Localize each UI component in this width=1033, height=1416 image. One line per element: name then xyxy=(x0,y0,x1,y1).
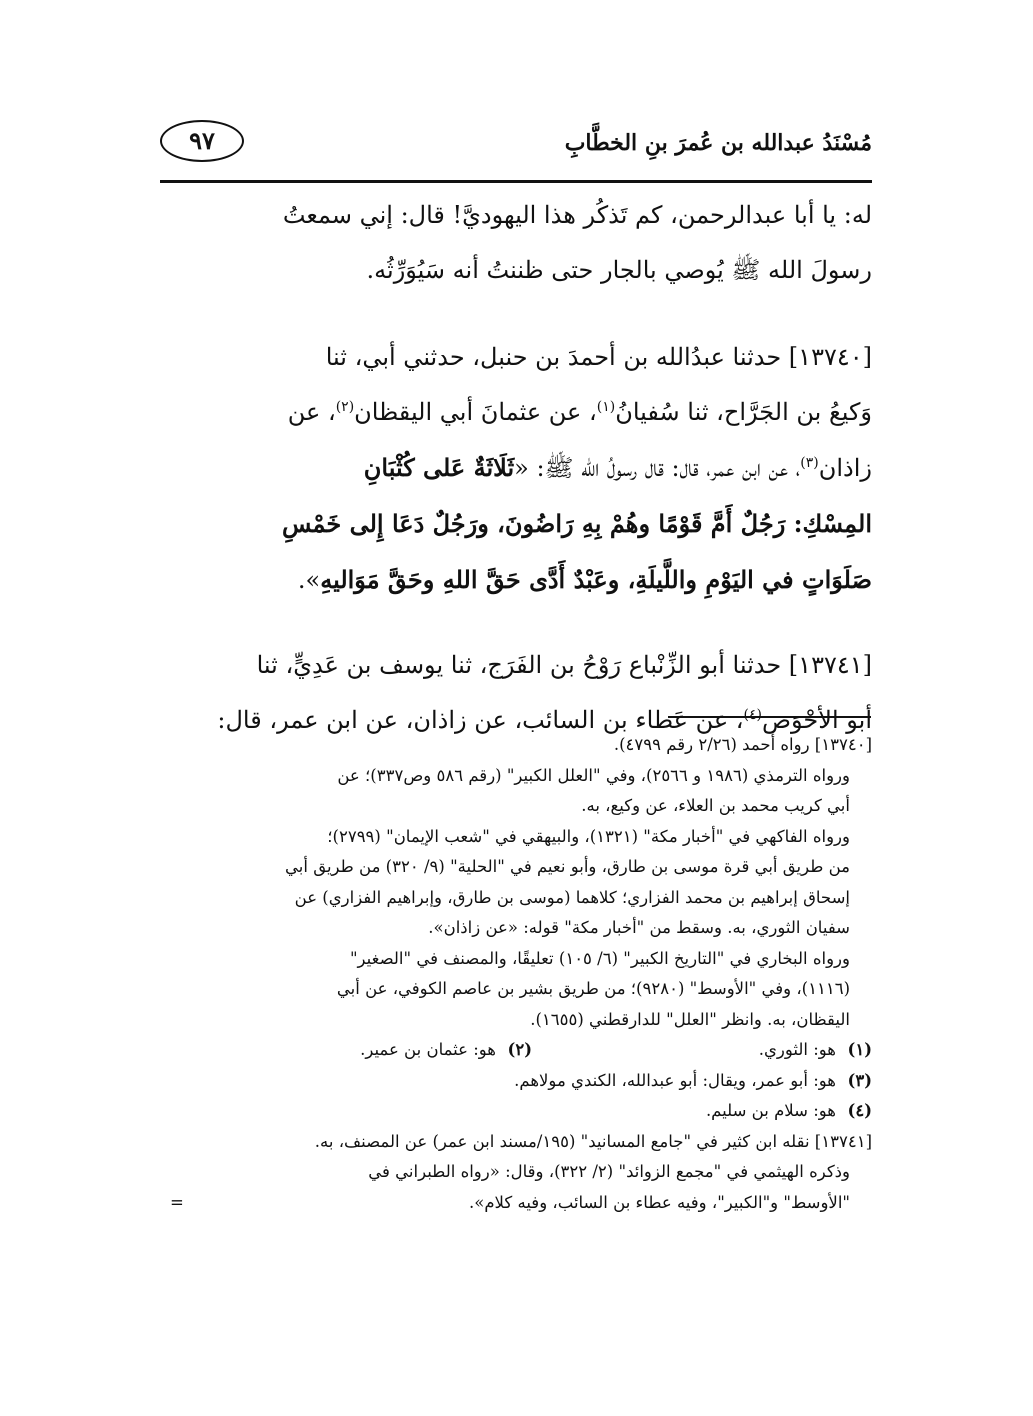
footnote-number: (٢) xyxy=(507,1040,532,1059)
footnote-number: (١) xyxy=(847,1040,872,1059)
header-divider xyxy=(160,180,872,183)
hadith-text: صَلَوَاتٍ في اليَوْمِ واللَّيلَةِ، وعَبْدٌ أَدَّى حَقَّ اللهِ وحَقَّ مَوَاليهِ xyxy=(320,565,872,594)
footnote-line: ورواه البخاري في "التاريخ الكبير" (٦/ ١٠٥) تعليقًا، والمصنف في "الصغير" xyxy=(349,948,850,968)
footnote-ref: (٤) xyxy=(743,707,763,723)
text-line: صَلَوَاتٍ في اليَوْمِ واللَّيلَةِ، وعَبْدٌ أَدَّى حَقَّ اللهِ وحَقَّ مَوَاليهِ». xyxy=(297,565,872,594)
text-line: رسولَ الله ﷺ يُوصي بالجار حتى ظننتُ أنه سَيُوَرِّثُه. xyxy=(366,256,872,284)
footnote-line: [١٣٧٤١] نقله ابن كثير في "جامع المسانيد" (١٩٥/مسند ابن عمر) عن المصنف، به. xyxy=(314,1131,872,1151)
page-header xyxy=(160,118,872,178)
footnote-number: (٤) xyxy=(847,1101,872,1120)
footnote-line: ورواه الفاكهي في "أخبار مكة" (١٣٢١)، والبيهقي في "شعب الإيمان" (٢٧٩٩)؛ xyxy=(327,826,850,846)
footnote-line: (١١١٦)، وفي "الأوسط" (٩٢٨٠)؛ من طريق بشير بن عاصم الكوفي، عن أبي xyxy=(336,979,850,998)
footnote-ref: (٣) xyxy=(800,455,819,471)
footnote-line: سفيان الثوري، به. وسقط من "أخبار مكة" قوله: «عن زاذان». xyxy=(428,918,850,937)
footnote-item xyxy=(160,1096,872,1127)
footnote-number: (٣) xyxy=(847,1070,872,1090)
text-line: زاذان$^{(٣)}$، عن ابن عمر، قال: قال رسولُ الله ﷺ: «ثَلَاثَةٌ عَلى كُثْبَانِ xyxy=(363,453,872,482)
footnote-text: هو: أبو عمر، ويقال: أبو عبدالله، الكندي مولاهم. xyxy=(514,1070,836,1090)
footnote-pair xyxy=(160,1035,872,1066)
footnote-ref: (٢) xyxy=(335,399,355,415)
footnote-line: إسحاق إبراهيم بن محمد الفزاري؛ كلاهما (موسى بن طارق، وإبراهيم الفزاري) عن xyxy=(294,887,850,907)
text-line: [١٣٧٤٠] حدثنا عبدُالله بن أحمدَ بن حنبل، حدثني أبي، ثنا xyxy=(325,343,872,371)
footnote-text: هو: الثوري. xyxy=(758,1040,836,1059)
text-line xyxy=(160,496,872,552)
footnote-divider xyxy=(668,716,871,718)
footnote-text: هو: سلام بن سليم. xyxy=(705,1101,836,1120)
footnotes xyxy=(160,730,872,1218)
page-number: ٩٧ xyxy=(160,120,244,162)
footnote-line: وذكره الهيثمي في "مجمع الزوائد" (٢/ ٣٢٢)، وقال: «رواه الطبراني في xyxy=(368,1162,850,1181)
hadith-text: المِسْكِ: رَجُلٌ أَمَّ قَوْمًا وهُمْ بِهِ رَاضُونَ، ورَجُلٌ دَعَا إِلى خَمْسِ xyxy=(281,509,872,538)
footnote-line: من طريق أبي قرة موسى بن طارق، وأبو نعيم في "الحلية" (٩/ ٣٢٠) من طريق أبي xyxy=(285,857,850,876)
footnote-line: "الأوسط" و"الكبير"، وفيه عطاء بن السائب، وفيه كلام». = xyxy=(160,1188,872,1219)
text-line: أبو الأحْوَص$^{(٤)}$، عن عَطاء بن السائب، عن زاذان، عن ابن عمر، قال: xyxy=(217,706,872,734)
footnote-item xyxy=(160,1066,872,1097)
footnote-line: ورواه الترمذي (١٩٨٦ و ٢٥٦٦)، وفي "العلل الكبير" (رقم ٥٨٦ وص٣٣٧)؛ عن xyxy=(337,765,850,785)
hadith-text: ثَلَاثَةٌ عَلى كُثْبَانِ xyxy=(363,453,515,482)
continuation-mark: = xyxy=(170,1192,184,1212)
footnote-line: أبي كريب محمد بن العلاء، عن وكيع، به. xyxy=(581,796,850,815)
running-title: مُسْنَدُ عبدالله بن عُمرَ بنِ الخطَّابِ xyxy=(564,130,872,156)
footnote-line: [١٣٧٤٠] رواه أحمد (٢/٢٦ رقم ٤٧٩٩). xyxy=(613,735,872,754)
main-text xyxy=(160,188,872,748)
footnote-line: اليقظان، به. وانظر "العلل" للدارقطني (١٦٥٥). xyxy=(530,1009,850,1029)
text-line: له: يا أبا عبدالرحمن، كم تَذكُر هذا اليهوديَّ! قال: إني سمعتُ xyxy=(282,201,872,229)
footnote-ref: (١) xyxy=(596,399,616,415)
text-line: [١٣٧٤١] حدثنا أبو الزِّنْباع رَوْحُ بن الفَرَج، ثنا يوسف بن عَدِيٍّ، ثنا xyxy=(256,651,872,679)
text-line: وَكيعُ بن الجَرَّاح، ثنا سُفيانُ$^{(١)}$، عن عثمانَ أبي اليقظان$^{(٢)}$، عن xyxy=(287,398,872,426)
footnote-text: هو: عثمان بن عمير. xyxy=(360,1040,496,1059)
